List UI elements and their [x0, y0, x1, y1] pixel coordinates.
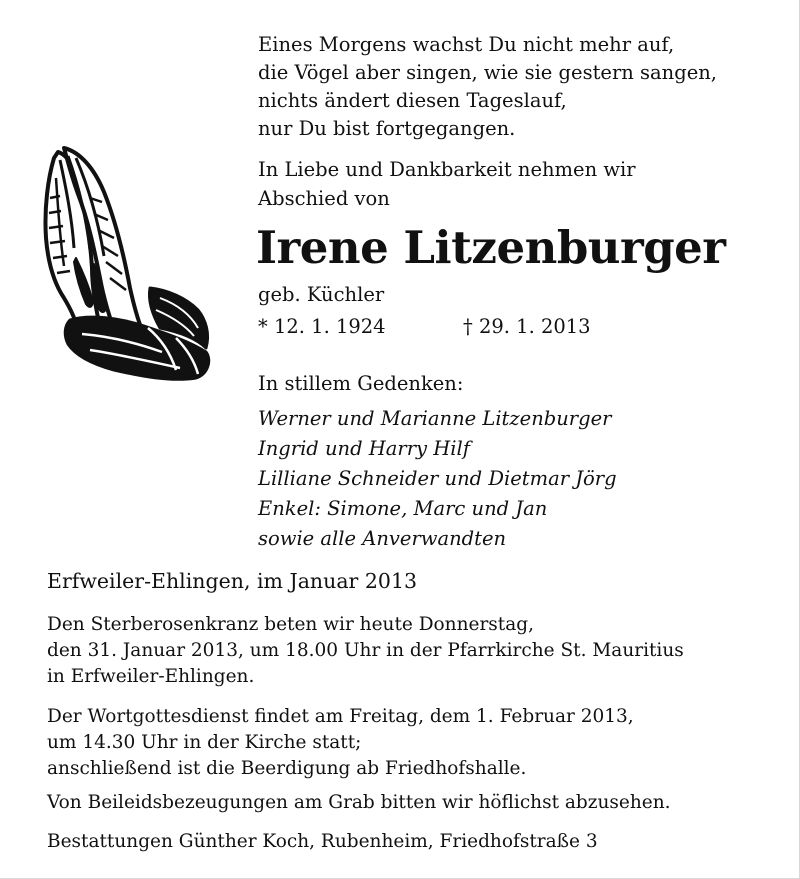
poem-line: Eines Morgens wachst Du nicht mehr auf, [258, 33, 675, 56]
poem [258, 31, 717, 143]
service-line: Der Wortgottesdienst findet am Freitag, dem 1. Februar 2013, [47, 706, 634, 727]
rosary-line: Den Sterberosenkranz beten wir heute Donnerstag, [47, 614, 534, 635]
farewell-intro [258, 155, 636, 213]
mourner-entry: sowie alle Anverwandten [258, 527, 507, 550]
rosary-announcement [47, 612, 684, 690]
birth-date: * 12. 1. 1924 [258, 315, 386, 338]
rosary-line: den 31. Januar 2013, um 18.00 Uhr in der Pfarrkirche St. Mauritius [47, 640, 684, 661]
poem-line: nur Du bist fortgegangen. [258, 117, 516, 140]
praying-hands-icon [30, 138, 214, 382]
birth-name: geb. Küchler [258, 283, 385, 306]
intro-line: In Liebe und Dankbarkeit nehmen wir [258, 158, 636, 181]
rosary-line: in Erfweiler-Ehlingen. [47, 666, 255, 687]
service-line: anschließend ist die Beerdigung ab Friedhofshalle. [47, 758, 527, 779]
funeral-home: Bestattungen Günther Koch, Rubenheim, Friedhofstraße 3 [47, 831, 598, 852]
service-announcement [47, 704, 634, 782]
poem-line: die Vögel aber singen, wie sie gestern sangen, [258, 61, 718, 84]
mourner-entry: Lilliane Schneider und Dietmar Jörg [258, 467, 617, 490]
mourners-list [258, 404, 617, 554]
condolence-request: Von Beileidsbezeugungen am Grab bitten wir höflichst abzusehen. [47, 792, 671, 813]
death-date: † 29. 1. 2013 [463, 315, 591, 338]
deceased-name: Irene Litzenburger [256, 221, 726, 274]
service-line: um 14.30 Uhr in der Kirche statt; [47, 732, 362, 753]
mourner-entry: Enkel: Simone, Marc und Jan [258, 497, 548, 520]
mourner-entry: Ingrid und Harry Hilf [258, 437, 470, 460]
place-and-date: Erfweiler-Ehlingen, im Januar 2013 [47, 569, 418, 593]
mourner-entry: Werner und Marianne Litzenburger [258, 407, 612, 430]
mourners-heading: In stillem Gedenken: [258, 372, 464, 395]
intro-line: Abschied von [258, 187, 390, 210]
poem-line: nichts ändert diesen Tageslauf, [258, 89, 567, 112]
